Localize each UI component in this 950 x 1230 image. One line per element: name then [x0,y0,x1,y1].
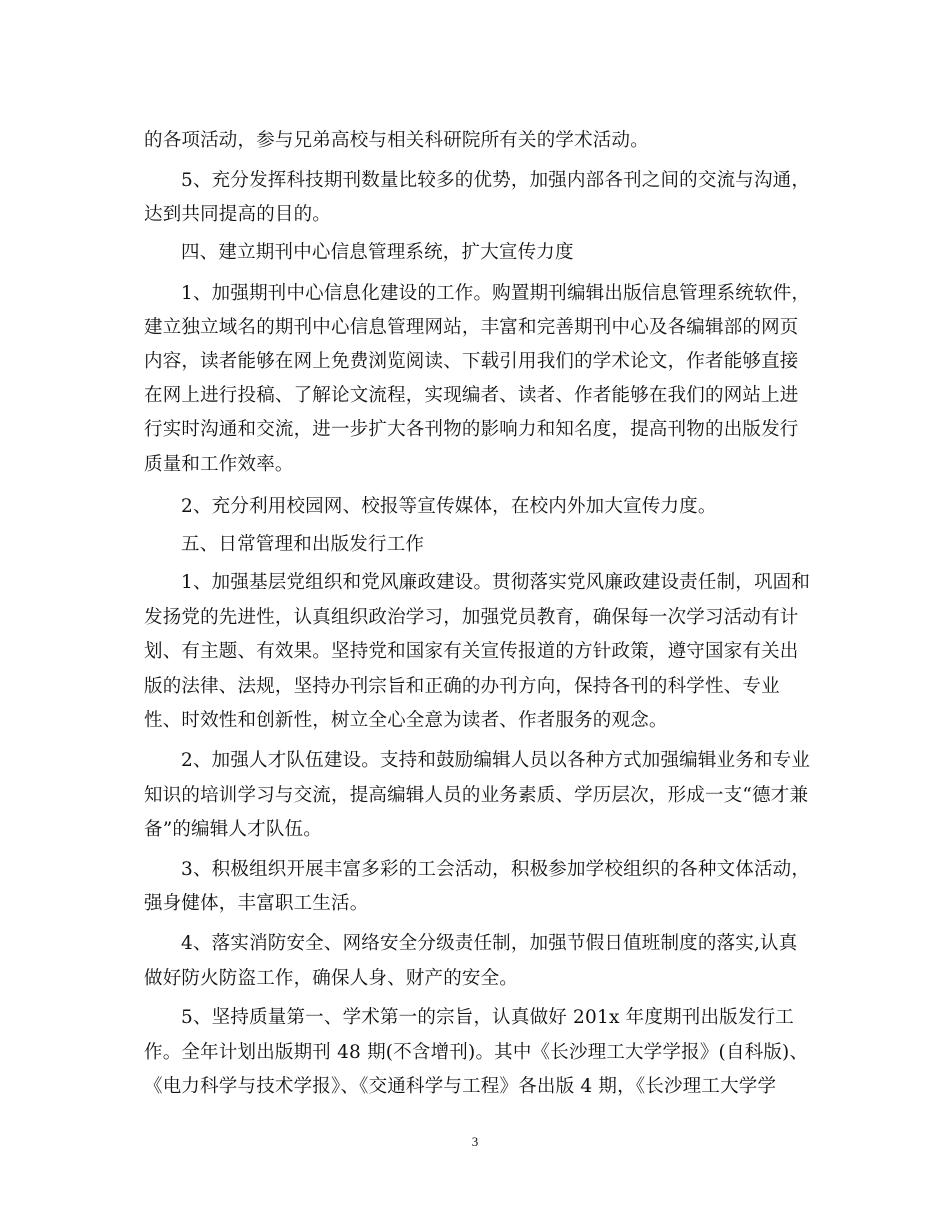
body-text-line: 划、有主题、有效果。坚持党和国家有关宣传报道的方针政策，遵守国家有关出 [144,641,799,662]
body-text-line: 知识的培训学习与交流，提高编辑人员的业务素质、学历层次，形成一支“德才兼 [144,785,809,806]
body-text-line: 1、加强基层党组织和党风廉政建设。贯彻落实党风廉政建设责任制，巩固和 [181,572,811,593]
body-text-line: 质量和工作效率。 [144,454,294,475]
body-text-line: 5、坚持质量第一、学术第一的宗旨，认真做好 201x 年度期刊出版发行工 [181,1007,794,1028]
body-text-line: 达到共同提高的目的。 [144,204,332,225]
section-heading: 五、日常管理和出版发行工作 [181,534,425,555]
body-text-line: 作。全年计划出版期刊 48 期(不含增刊)。其中《长沙理工大学学报》(自科版)、 [144,1042,809,1063]
body-text-line: 的各项活动，参与兄弟高校与相关科研院所有关的学术活动。 [144,130,649,151]
page-number: 3 [471,1134,479,1149]
section-heading: 四、建立期刊中心信息管理系统，扩大宣传力度 [181,242,574,263]
body-text-line: 行实时沟通和交流，进一步扩大各刊物的影响力和知名度，提高刊物的出版发行 [144,419,799,440]
body-text-line: 做好防火防盗工作，确保人身、财产的安全。 [144,968,519,989]
body-text-line: 建立独立域名的期刊中心信息管理网站，丰富和完善期刊中心及各编辑部的网页 [144,317,799,338]
body-text-line: 强身健体，丰富职工生活。 [144,893,369,914]
body-text-line: 备”的编辑人才队伍。 [144,819,322,840]
body-text-line: 5、充分发挥科技期刊数量比较多的优势，加强内部各刊之间的交流与沟通， [181,170,811,191]
body-text-line: 2、加强人才队伍建设。支持和鼓励编辑人员以各种方式加强编辑业务和专业 [181,750,811,771]
body-text-line: 3、积极组织开展丰富多彩的工会活动，积极参加学校组织的各种文体活动， [181,859,811,880]
body-text-line: 4、落实消防安全、网络安全分级责任制，加强节假日值班制度的落实,认真 [181,933,798,954]
body-text-line: 内容，读者能够在网上免费浏览阅读、下载引用我们的学术论文，作者能够直接 [144,351,799,372]
body-text-line: 《电力科学与技术学报》、《交通科学与工程》各出版 4 期，《长沙理工大学学 [144,1076,777,1097]
body-text-line: 2、充分利用校园网、校报等宣传媒体，在校内外加大宣传力度。 [181,496,717,517]
body-text-line: 1、加强期刊中心信息化建设的工作。购置期刊编辑出版信息管理系统软件， [181,283,811,304]
body-text-line: 性、时效性和创新性，树立全心全意为读者、作者服务的观念。 [144,710,668,731]
body-text-line: 在网上进行投稿、了解论文流程，实现编者、读者、作者能够在我们的网站上进 [144,385,799,406]
body-text-line: 版的法律、法规，坚持办刊宗旨和正确的办刊方向，保持各刊的科学性、专业 [144,676,780,697]
body-text-line: 发扬党的先进性，认真组织政治学习，加强党员教育，确保每一次学习活动有计 [144,607,799,628]
